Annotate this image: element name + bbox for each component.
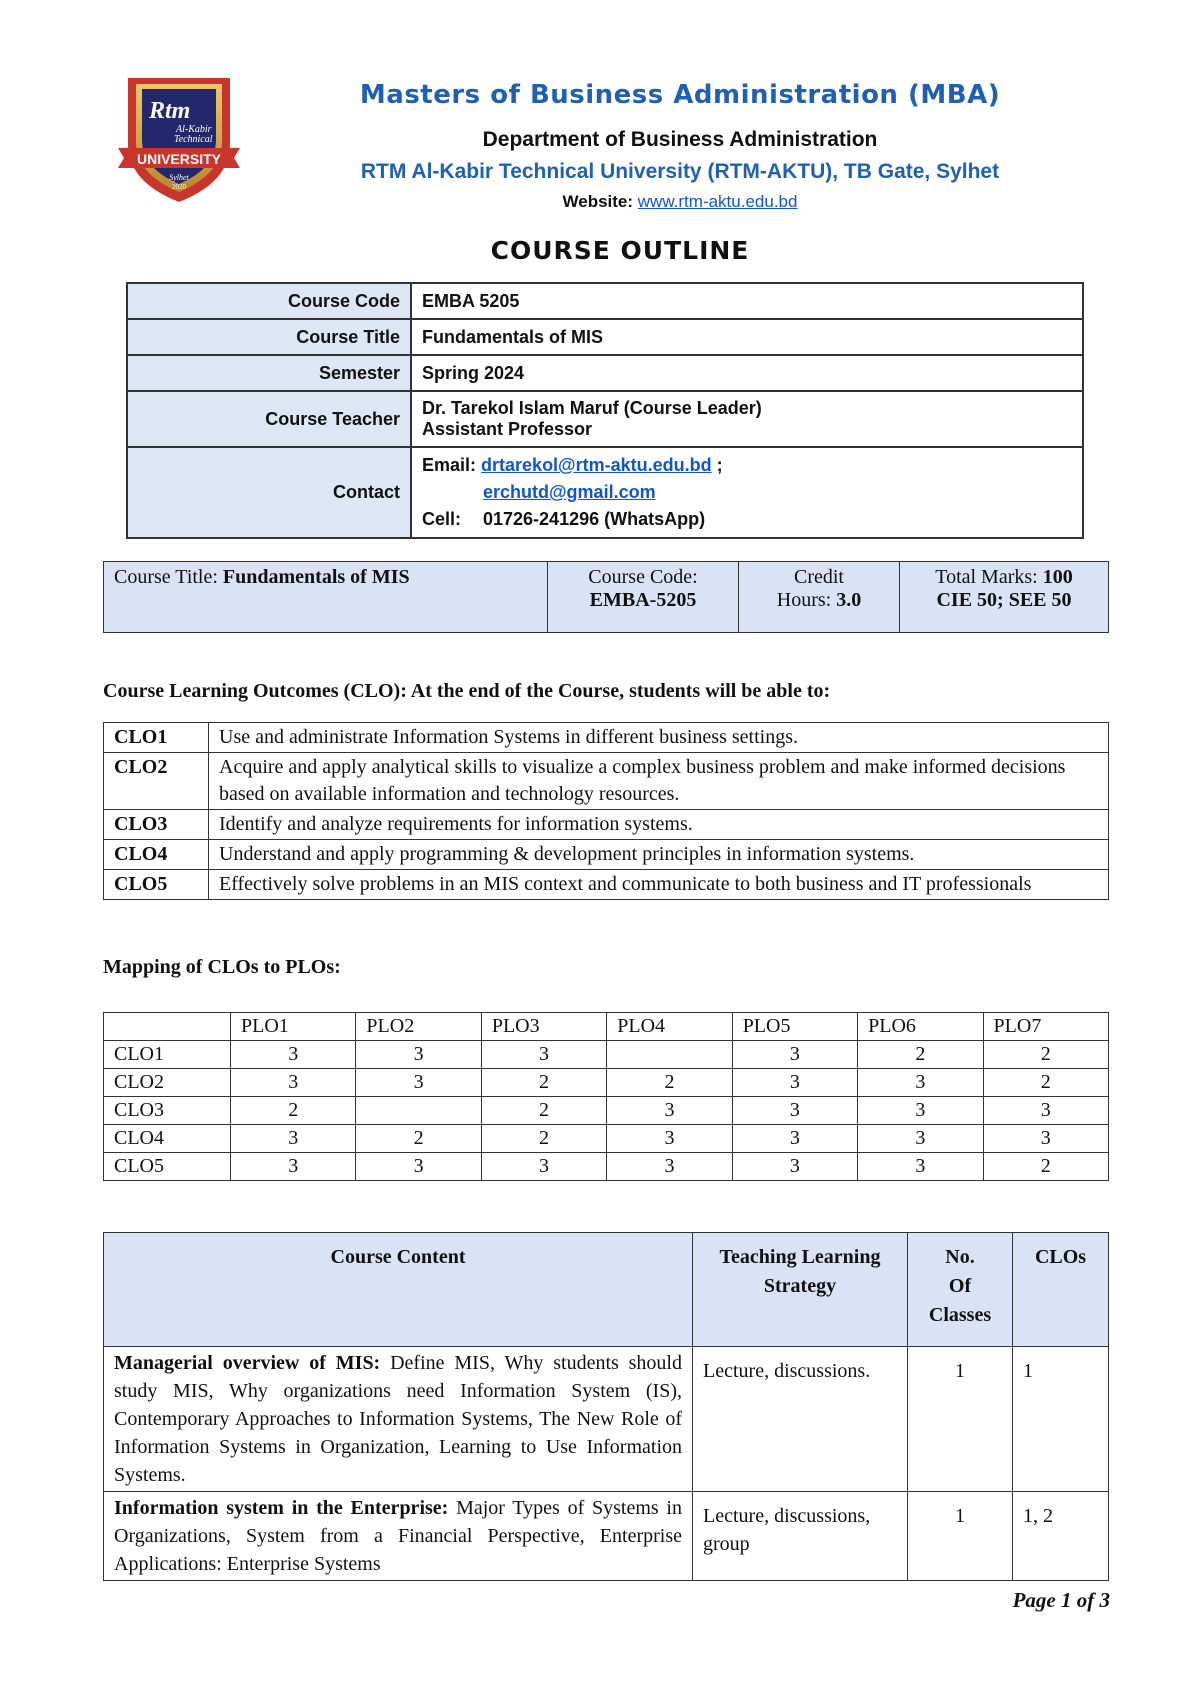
teacher-label: Course Teacher: [127, 391, 411, 447]
email-link-2[interactable]: erchutd@gmail.com: [483, 482, 656, 502]
clo-row: CLO3 Identify and analyze requirements for information systems.: [104, 810, 1109, 840]
mapping-row: CLO2 3 3 2 2 3 3 2: [104, 1069, 1109, 1097]
cell-value: 01726-241296 (WhatsApp): [483, 509, 706, 529]
summary-title-cell: Course Title: Fundamentals of MIS: [104, 562, 548, 633]
content-header-row: [104, 1233, 1109, 1347]
course-content-table: [103, 1232, 1109, 1581]
svg-text:2020: 2020: [172, 183, 186, 191]
svg-text:Technical: Technical: [174, 134, 213, 145]
email-label: Email:: [422, 455, 482, 475]
page-number: Page 1 of 3: [1012, 1588, 1110, 1612]
website-line: [260, 192, 1100, 212]
department-name: Department of Business Administration: [482, 128, 878, 151]
email-link-1[interactable]: drtarekol@rtm-aktu.edu.bd: [481, 455, 712, 475]
course-info-table: [126, 282, 1084, 539]
mapping-header-row: PLO1 PLO2 PLO3 PLO4 PLO5 PLO6 PLO7: [104, 1013, 1109, 1041]
clo-row: CLO1 Use and administrate Information Systems in different business settings.: [104, 723, 1109, 753]
teacher-name: Dr. Tarekol Islam Maruf (Course Leader): [422, 398, 762, 418]
course-content-header: Course Content: [104, 1233, 693, 1347]
contact-value: Email: drtarekol@rtm-aktu.edu.bd ; erchutd@gmail.com Cell: 01726-241296 (WhatsApp): [411, 447, 1083, 538]
teacher-rank: Assistant Professor: [422, 419, 593, 439]
clo-row: CLO4 Understand and apply programming & development principles in information systems.: [104, 840, 1109, 870]
svg-text:UNIVERSITY: UNIVERSITY: [136, 151, 222, 167]
mapping-row: CLO5 3 3 3 3 3 3 2: [104, 1153, 1109, 1181]
university-name: RTM Al-Kabir Technical University (RTM-AKTU), TB Gate, Sylhet: [360, 160, 1000, 183]
cell-label: Cell:: [422, 509, 462, 529]
website-link[interactable]: www.rtm-aktu.edu.bd: [637, 192, 798, 211]
mapping-row: CLO3 2 2 3 3 3 3: [104, 1097, 1109, 1125]
course-code-value: EMBA 5205: [411, 283, 1083, 319]
website-label: Website:: [562, 192, 638, 211]
clo-row: CLO2 Acquire and apply analytical skills to visualize a complex business problem and make informed decisions based on available information and technology resources.: [104, 753, 1109, 810]
summary-credit-cell: Credit Hours: 3.0: [739, 562, 900, 633]
course-title-label: Course Title: [127, 319, 411, 355]
content-row: Managerial overview of MIS: Define MIS, Why students should study MIS, Why organizations need Information System (IS), Contemporary Approaches to Information Systems, The New Role of Information Systems in Organization, Learning to Use Information Systems. Lecture, discussions. 1 1: [104, 1347, 1109, 1492]
classes-header: No. Of Classes: [908, 1233, 1013, 1347]
contact-label: Contact: [127, 447, 411, 538]
mapping-heading: Mapping of CLOs to PLOs:: [103, 956, 341, 978]
course-summary-table: [103, 561, 1109, 633]
svg-text:Sylhet: Sylhet: [169, 173, 189, 182]
semester-label: Semester: [127, 355, 411, 391]
svg-text:Rtm: Rtm: [149, 98, 191, 124]
university-logo: [116, 70, 242, 206]
course-code-label: Course Code: [127, 283, 411, 319]
content-row: Information system in the Enterprise: Major Types of Systems in Organizations, System from a Financial Perspective, Enterprise Applications: Enterprise Systems Lecture, discussions, group 1 1, 2: [104, 1492, 1109, 1581]
clo-table: [103, 722, 1109, 900]
strategy-header: Teaching Learning Strategy: [693, 1233, 908, 1347]
mapping-row: CLO1 3 3 3 3 2 2: [104, 1041, 1109, 1069]
clos-header: CLOs: [1013, 1233, 1109, 1347]
summary-marks-cell: Total Marks: 100 CIE 50; SEE 50: [900, 562, 1109, 633]
clo-plo-mapping-table: [103, 1012, 1109, 1181]
clo-row: CLO5 Effectively solve problems in an MIS context and communicate to both business and IT professionals: [104, 870, 1109, 900]
course-title-value: Fundamentals of MIS: [411, 319, 1083, 355]
semester-value: Spring 2024: [411, 355, 1083, 391]
program-title: Masters of Business Administration (MBA): [359, 80, 1001, 110]
document-title: COURSE OUTLINE: [490, 236, 750, 265]
mapping-row: CLO4 3 2 2 3 3 3 3: [104, 1125, 1109, 1153]
clo-heading: Course Learning Outcomes (CLO): At the end of the Course, students will be able to:: [103, 680, 831, 702]
summary-code-cell: Course Code: EMBA-5205: [548, 562, 739, 633]
teacher-value: [411, 391, 1083, 447]
svg-text:Al-Kabir: Al-Kabir: [176, 124, 212, 135]
